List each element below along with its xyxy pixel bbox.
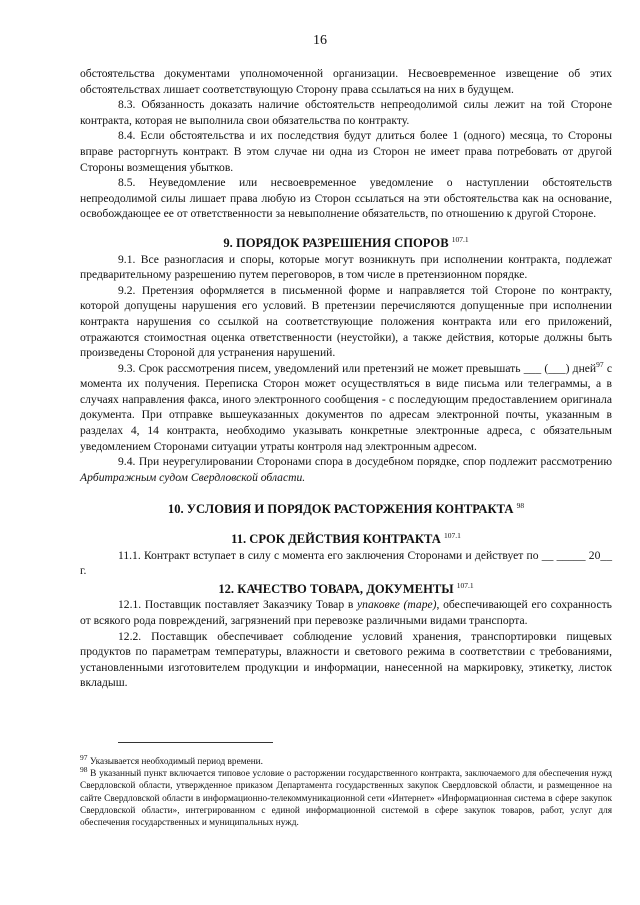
section-10-title: 10. УСЛОВИЯ И ПОРЯДОК РАСТОРЖЕНИЯ КОНТРАКТА: [167, 502, 514, 517]
footnote-98-number: 98: [80, 765, 88, 775]
paragraph-12-2: 12.2. Поставщик обеспечивает соблюдение условий хранения, транспортировки пищевых продуктов по параметрам температуры, влажности и светового режима в соответствии с требованиями, установленными изготовителем продукции и информации, нанесенной на маркировку, этикетку, листок вкладыш.: [80, 629, 612, 690]
section-10-heading: [80, 502, 612, 518]
footnote-97-text: Указывается необходимый период времени.: [87, 757, 263, 767]
paragraph-8-4: 8.4. Если обстоятельства и их последствия будут длиться более 1 (одного) месяца, то Стороны вправе расторгнуть контракт. В этом случае ни одна из Сторон не имеет права потребовать от другой Стороны возмещения убытков.: [80, 129, 612, 174]
document-body: [80, 66, 612, 691]
paragraph-9-3-end: с момента их получения. Переписка Сторон может осуществляться в виде письма или телеграммы, а в случаях направления факса, иного электронного сообщения - с последующим предоставлением оригинала документа. При отправке вышеуказанных документов по адресам электронной почты, указанным в разделах 4, 14 контракта, необходимо указывать конкретные электронные адреса, с обязательным уведомлением Сторонами ситуации утраты контроля над электронным адресом.: [80, 361, 612, 453]
footnote-97-number: 97: [80, 752, 88, 762]
section-9-ref: 107.1: [451, 234, 469, 244]
footnote-98-text: В указанный пункт включается типовое условие о расторжении государственного контракта, заключаемого для обеспечения нужд Свердловской области, утвержденное приказом Департамента государственных закупок Свердловской области, и размещенное на сайте Свердловской области в информационно-телекоммуникационной сети «Интернет» «Информационная система в сфере закупок Свердловской области», интегрированном с единой информационной системой в сфере закупок товаров, работ, услуг для обеспечения государственных и муниципальных нужд.: [80, 769, 612, 829]
paragraph-8-2-continuation: обстоятельства документами уполномоченной организации. Несвоевременное извещение об этих обстоятельствах лишает соответствующую Сторону права ссылаться на них в будущем.: [80, 67, 612, 96]
section-12-title: 12. КАЧЕСТВО ТОВАРА, ДОКУМЕНТЫ: [218, 581, 454, 596]
page-number: 16: [313, 33, 327, 48]
paragraph-9-3: [80, 361, 612, 455]
paragraph-9-4: [80, 454, 612, 485]
packaging-term: упаковке (таре): [357, 598, 437, 612]
paragraph-9-1: 9.1. Все разногласия и споры, которые могут возникнуть при исполнении контракта, подлежат предварительному разрешению путем переговоров, в том числе в претензионном порядке.: [80, 252, 612, 282]
section-12-heading: [80, 582, 612, 598]
section-9-title: 9. ПОРЯДОК РАЗРЕШЕНИЯ СПОРОВ: [223, 235, 449, 250]
footnote-97: [80, 752, 612, 768]
section-11-ref: 107.1: [444, 530, 461, 540]
section-12-ref: 107.1: [456, 580, 474, 590]
paragraph-9-4-start: 9.4. При неурегулировании Сторонами спора в досудебном порядке, спор подлежит рассмотрению: [118, 455, 612, 469]
paragraph-8-5: 8.5. Неуведомление или несвоевременное уведомление о наступлении обстоятельств непреодолимой силы лишает права любую из Сторон ссылаться на эти обстоятельства как на основание, освобождающее ее от ответственности за невыполнение обязательств, по отношению к другой Стороне.: [80, 176, 612, 221]
footnote-ref-97: 97: [596, 359, 604, 369]
section-9-heading: [80, 236, 612, 252]
footnote-98: [80, 765, 612, 829]
paragraph-11-1: 11.1. Контракт вступает в силу с момента его заключения Сторонами и действует по __ _____ 20__ г.: [80, 548, 612, 578]
footnote-separator: [118, 742, 273, 743]
paragraph-12-1: [80, 597, 612, 628]
paragraph-9-3-start: 9.3. Срок рассмотрения писем, уведомлений или претензий не может превышать ___ (___) дней: [118, 361, 597, 375]
section-11-title: 11. СРОК ДЕЙСТВИЯ КОНТРАКТА: [231, 532, 441, 547]
section-10-ref: 98: [516, 501, 525, 511]
paragraph-8-3: 8.3. Обязанность доказать наличие обстоятельств непреодолимой силы лежит на той Стороне контракта, которая не выполнила свои обязательства по контракту.: [80, 98, 612, 127]
footnotes: [80, 752, 612, 829]
paragraph-9-2: 9.2. Претензия оформляется в письменной форме и направляется той Стороне по контракту, которой допущены нарушения его условий. В претензии перечисляются допущенные при исполнении контракта нарушения со ссылкой на соответствующие положения контракта или его приложений, отражаются стоимостная оценка ответственности (неустойки), а также действия, которые должны быть произведены Стороной для устранения нарушений.: [80, 283, 612, 360]
arbitration-court: Арбитражным судом Свердловской области.: [80, 470, 306, 484]
paragraph-12-1-start: 12.1. Поставщик поставляет Заказчику Товар в: [118, 598, 358, 612]
paragraph-12-1-end: , обеспечивающей его сохранность от всякого рода повреждений, загрязнений при перевозке различными видами транспорта.: [80, 598, 612, 627]
section-11-heading: [80, 532, 612, 548]
